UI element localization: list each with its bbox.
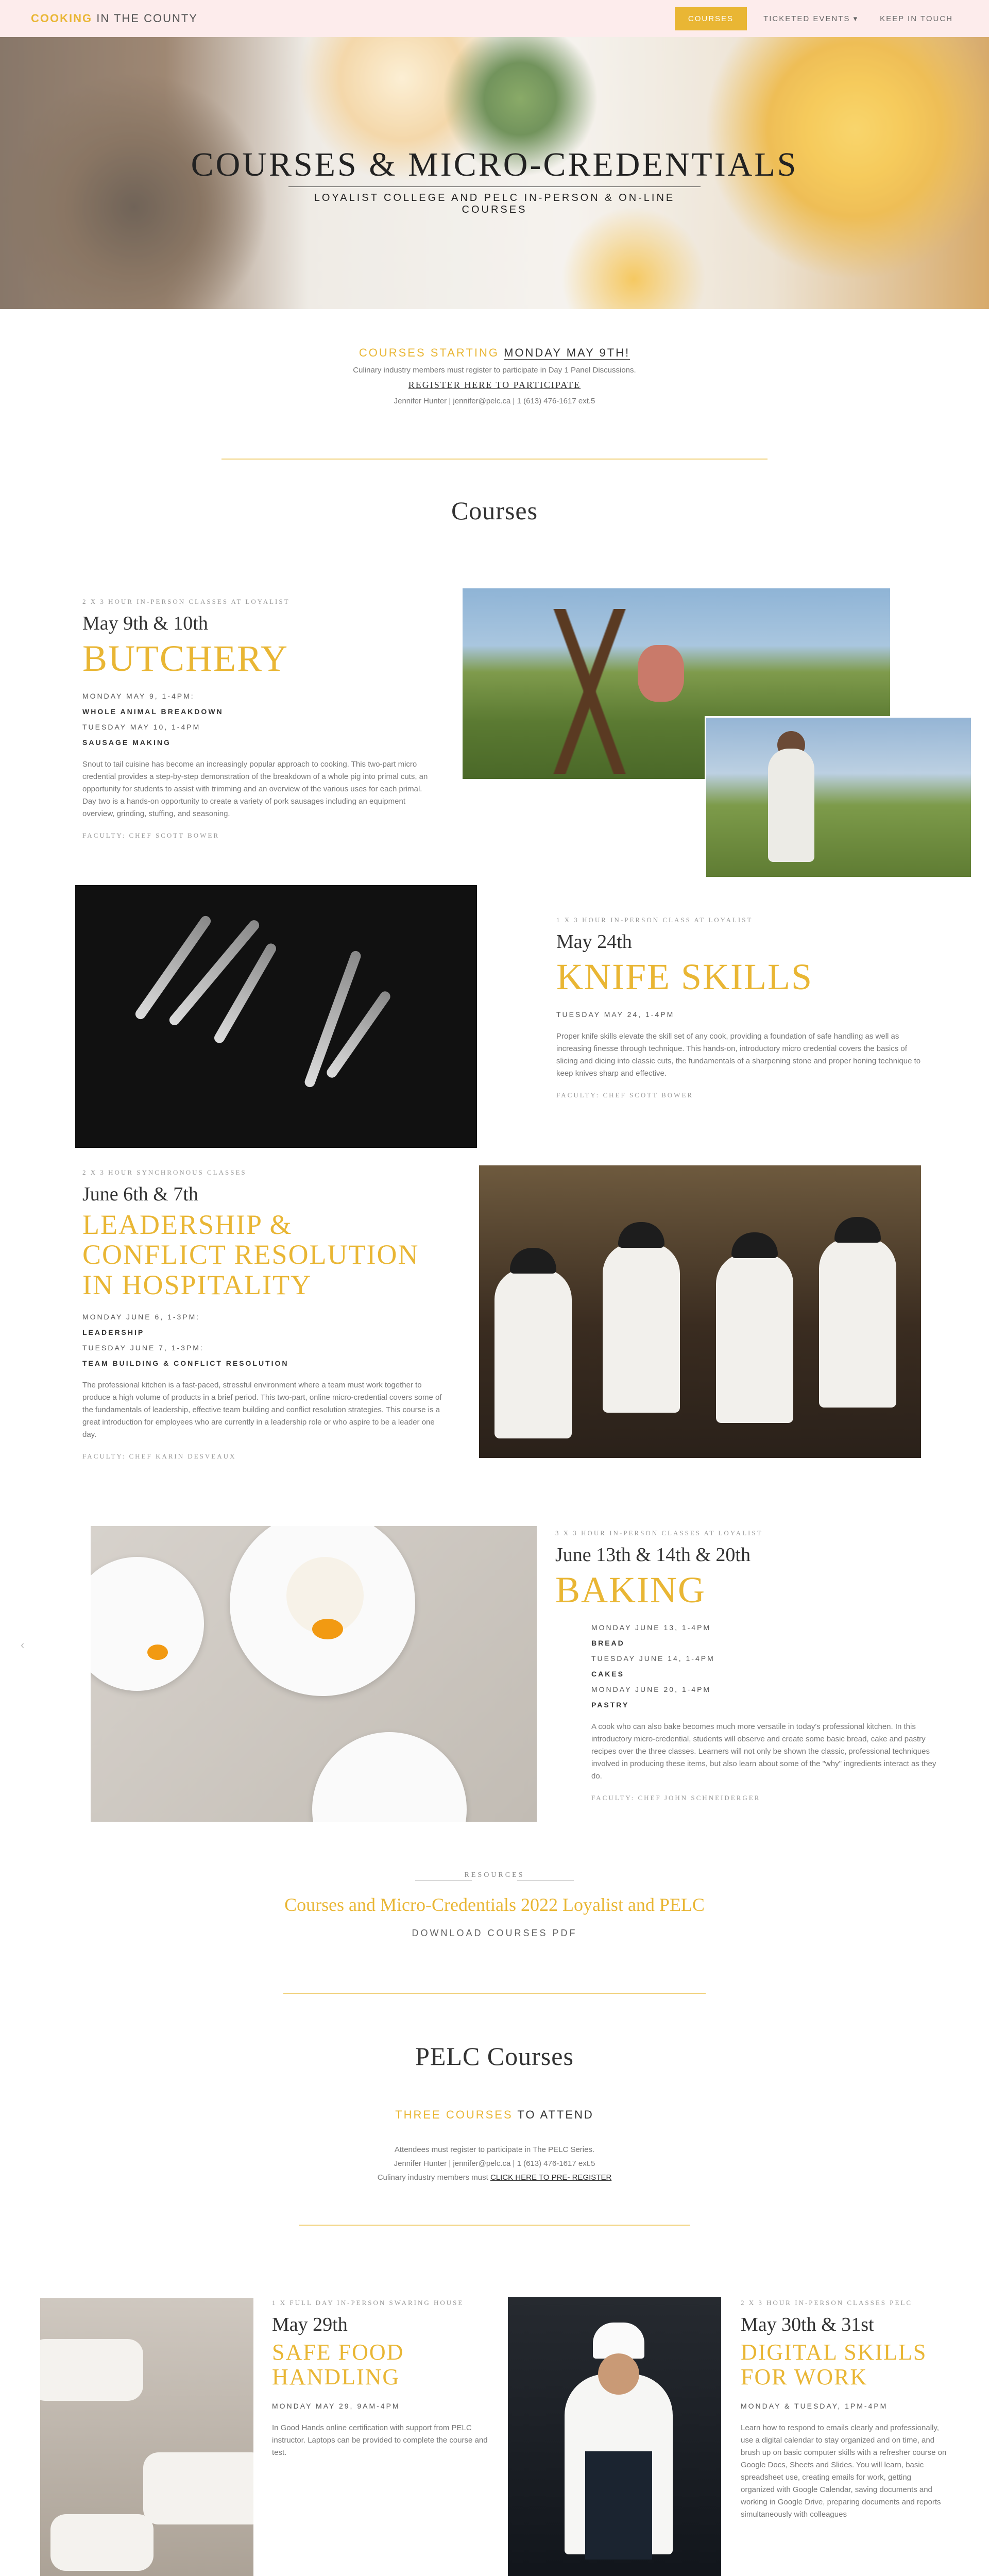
- butchery-chef-photo: [705, 716, 973, 878]
- course-knife-skills: [556, 916, 927, 1099]
- site-logo[interactable]: [31, 12, 198, 25]
- photo-tripod: [535, 609, 648, 774]
- schedule-line: TUESDAY MAY 10, 1-4PM: [82, 722, 201, 731]
- course-date: May 24th: [556, 931, 632, 953]
- schedule-line: TUESDAY JUNE 7, 1-3PM:: [82, 1343, 204, 1352]
- intro-text: Culinary industry members must register to participate in Day 1 Panel Discussions.: [353, 366, 636, 375]
- course-title: SAFE FOOD HANDLING: [272, 2340, 404, 2389]
- course-date: June 6th & 7th: [82, 1183, 198, 1205]
- schedule-line: MONDAY JUNE 6, 1-3PM:: [82, 1312, 200, 1321]
- schedule-line: MONDAY JUNE 13, 1-4PM: [591, 1623, 711, 1632]
- photo-plate: [312, 1732, 467, 1822]
- knife-shape: [133, 914, 213, 1021]
- photo-sleeve: [50, 2514, 154, 2571]
- nav-ticketed-events-label: TICKETED EVENTS: [763, 14, 850, 23]
- photo-plate: [91, 1557, 204, 1691]
- resources-label: RESOURCES: [464, 1871, 525, 1879]
- contact-email-link[interactable]: jennifer@pelc.ca: [453, 397, 511, 405]
- course-faculty: FACULTY: CHEF SCOTT BOWER: [82, 831, 220, 839]
- intro-section: [0, 346, 989, 405]
- photo-cap: [731, 1232, 778, 1258]
- courses-heading: Courses: [451, 496, 538, 525]
- photo-cap: [618, 1222, 664, 1248]
- course-faculty: FACULTY: CHEF SCOTT BOWER: [556, 1091, 694, 1099]
- register-link[interactable]: REGISTER HERE TO PARTICIPATE: [408, 380, 581, 390]
- pelc-intro-heading: [0, 2108, 989, 2122]
- course-schedule: [591, 1620, 936, 1713]
- course-description: Learn how to respond to emails clearly and professionally, use a digital calendar to stay organized and on time, and brush up on basic computer skills with a refresher course on Google Docs, Sheets and Slides. You will learn, basic spreadsheet use, creating emails for work, getting organized with Google Calendar, saving documents and working in Google Drive, preparing documents and reports simultaneously with colleagues: [741, 2424, 947, 2519]
- schedule-line: TUESDAY JUNE 14, 1-4PM: [591, 1654, 715, 1663]
- course-tag: 3 X 3 HOUR IN-PERSON CLASSES AT LOYALIST: [555, 1529, 763, 1537]
- photo-orange: [312, 1619, 343, 1639]
- photo-cap: [834, 1217, 881, 1243]
- contact-line: Jennifer Hunter | jennifer@pelc.ca | 1 (613) 476-1617 ext.5: [394, 397, 595, 405]
- knife-shape: [167, 918, 261, 1027]
- course-title: KNIFE SKILLS: [556, 956, 813, 997]
- course-description: A cook who can also bake becomes much more versatile in today's professional kitchen. In this introductory micro-credential, students will observe and create some basic bread, cake and pastry recipes over the three classes. Learners will not only be shown the classic, professional techniques involved in producing these items, but also learn about some of the "why" ingredients interact as they do.: [591, 1722, 936, 1781]
- pelc-intro-text: Attendees must register to participate in The PELC Series.: [394, 2145, 595, 2154]
- course-baking: [555, 1529, 936, 1802]
- contact-email-link[interactable]: jennifer@pelc.ca: [453, 2159, 511, 2168]
- pelc-intro-gold: THREE COURSES: [395, 2108, 513, 2121]
- schedule-topic: WHOLE ANIMAL BREAKDOWN: [82, 707, 224, 716]
- schedule-topic: SAUSAGE MAKING: [82, 738, 171, 747]
- contact-name: Jennifer Hunter: [394, 397, 447, 405]
- contact-phone: 1 (613) 476-1617 ext.5: [517, 397, 595, 405]
- course-leadership: [82, 1168, 443, 1461]
- safe-food-photo: [40, 2298, 253, 2576]
- nav-ticketed-events-link[interactable]: [758, 7, 863, 30]
- resources-pdf-link[interactable]: Courses and Micro-Credentials 2022 Loyalist and PELC: [284, 1894, 705, 1915]
- digital-skills-photo: [508, 2297, 721, 2576]
- schedule-line: MONDAY MAY 9, 1-4PM:: [82, 691, 195, 700]
- schedule-topic: PASTRY: [591, 1700, 629, 1709]
- intro-heading: [0, 346, 989, 360]
- resources-section: [0, 1871, 989, 1939]
- schedule-topic: CAKES: [591, 1669, 625, 1678]
- knife-skills-photo: [75, 885, 477, 1148]
- photo-cook: [494, 1268, 572, 1438]
- hero-subtitle: LOYALIST COLLEGE AND PELC IN-PERSON & ON-LINE COURSES: [288, 187, 701, 216]
- photo-cook: [716, 1253, 793, 1423]
- photo-meat: [638, 645, 684, 702]
- intro-heading-date: MONDAY MAY 9TH!: [504, 346, 630, 359]
- schedule-topic: LEADERSHIP: [82, 1328, 145, 1336]
- logo-gold-text: COOKING: [31, 12, 93, 25]
- course-schedule: [82, 1309, 443, 1371]
- logo-rest-text: IN THE COUNTY: [92, 12, 198, 25]
- divider: [415, 1880, 472, 1881]
- top-nav: [0, 0, 989, 37]
- carousel-prev-arrow[interactable]: ‹: [21, 1638, 25, 1651]
- leadership-kitchen-photo: [479, 1165, 921, 1458]
- divider: [517, 1880, 574, 1881]
- course-title: LEADERSHIP & CONFLICT RESOLUTION IN HOSPITALITY: [82, 1209, 419, 1300]
- course-faculty: FACULTY: CHEF KARIN DESVEAUX: [82, 1452, 236, 1460]
- download-pdf-link[interactable]: DOWNLOAD COURSES PDF: [412, 1928, 577, 1938]
- course-tag: 1 X FULL DAY IN-PERSON SWARING HOUSE: [272, 2299, 464, 2307]
- course-tag: 1 X 3 HOUR IN-PERSON CLASS AT LOYALIST: [556, 916, 753, 924]
- hero-title: COURSES & MICRO-CREDENTIALS: [191, 146, 798, 183]
- course-schedule: [82, 688, 433, 750]
- intro-heading-gold: COURSES STARTING: [359, 346, 499, 359]
- baking-plates-photo: [91, 1526, 537, 1822]
- course-butchery: [82, 598, 433, 840]
- photo-chef: [768, 749, 814, 862]
- contact-name: Jennifer Hunter: [394, 2159, 447, 2168]
- course-title: DIGITAL SKILLS FOR WORK: [741, 2340, 927, 2389]
- course-description: Snout to tail cuisine has become an increasingly popular approach to cooking. This two-part micro credential provides a step-by-step demonstration of the breakdown of a whole pig into primal cuts, an opportunity for students to assist with trimming and an overview of the various uses for each primal. Day two is a hands-on opportunity to create a variety of pork sausages including an equipment overview, grinding, stuffing, and seasoning.: [82, 759, 428, 818]
- pelc-intro: [0, 2108, 989, 2182]
- schedule-line: MONDAY MAY 29, 9AM-4PM: [272, 2402, 400, 2411]
- photo-cook: [819, 1238, 896, 1408]
- course-title: BUTCHERY: [82, 638, 289, 679]
- pelc-intro-rest: TO ATTEND: [513, 2108, 594, 2121]
- divider: [283, 1993, 706, 1994]
- course-tag: 2 X 3 HOUR IN-PERSON CLASSES PELC: [741, 2299, 913, 2307]
- course-date: May 30th & 31st: [741, 2314, 874, 2335]
- photo-sleeve: [143, 2452, 253, 2524]
- course-date: May 9th & 10th: [82, 613, 208, 634]
- course-digital-skills: [741, 2299, 947, 2521]
- chevron-down-icon: ▾: [853, 14, 859, 23]
- course-description: In Good Hands online certification with support from PELC instructor. Laptops can be provided to complete the course and test.: [272, 2424, 488, 2458]
- pelc-register-text: Culinary industry members must: [377, 2173, 488, 2182]
- course-tag: 2 X 3 HOUR IN-PERSON CLASSES AT LOYALIST: [82, 598, 290, 605]
- course-title: BAKING: [555, 1569, 706, 1611]
- contact-phone: 1 (613) 476-1617 ext.5: [517, 2159, 595, 2168]
- course-safe-food: [272, 2299, 488, 2459]
- pelc-contact-line: Jennifer Hunter | jennifer@pelc.ca | 1 (613) 476-1617 ext.5: [394, 2159, 595, 2168]
- course-description: Proper knife skills elevate the skill set of any cook, providing a foundation of safe handling as well as increasing finesse through technique. This hands-on, introductory micro credential covers the basics of slicing and dicing into classic cuts, the fundamentals of a sharpening stone and proper honing technique to keep knives sharp and effective.: [556, 1031, 921, 1078]
- pelc-heading: PELC Courses: [415, 2042, 574, 2071]
- divider: [299, 2225, 690, 2226]
- hero-banner: [0, 37, 989, 309]
- course-description: The professional kitchen is a fast-paced, stressful environment where a team must work together to produce a high volume of products in a brief period. This two-part, online micro-credential covers some of the fundamentals of leadership, effective team building and conflict resolution strategies. This course is a great introduction for employees who are currently in a leadership role or who aspire to be a leader one day.: [82, 1380, 442, 1439]
- schedule-line: MONDAY & TUESDAY, 1PM-4PM: [741, 2402, 888, 2411]
- schedule-topic: BREAD: [591, 1638, 625, 1647]
- course-schedule: [272, 2398, 488, 2414]
- nav-courses-button[interactable]: COURSES: [675, 7, 747, 30]
- nav-keep-in-touch-link[interactable]: KEEP IN TOUCH: [880, 14, 953, 23]
- course-schedule: [741, 2398, 947, 2414]
- course-faculty: FACULTY: CHEF JOHN SCHNEIDERGER: [591, 1793, 761, 1802]
- photo-orange: [147, 1645, 168, 1660]
- course-date: May 29th: [272, 2314, 348, 2335]
- pelc-register-line: [0, 2173, 989, 2182]
- schedule-topic: TEAM BUILDING & CONFLICT RESOLUTION: [82, 1359, 289, 1367]
- course-date: June 13th & 14th & 20th: [555, 1544, 751, 1566]
- photo-cook: [603, 1243, 680, 1413]
- pre-register-link[interactable]: CLICK HERE TO PRE- REGISTER: [490, 2173, 612, 2182]
- schedule-line: TUESDAY MAY 24, 1-4PM: [556, 1010, 675, 1019]
- photo-face: [598, 2353, 639, 2395]
- photo-cap: [510, 1248, 556, 1274]
- divider: [221, 459, 768, 460]
- course-tag: 2 X 3 HOUR SYNCHRONOUS CLASSES: [82, 1168, 247, 1176]
- schedule-line: MONDAY JUNE 20, 1-4PM: [591, 1685, 711, 1693]
- photo-sleeve: [40, 2339, 143, 2401]
- photo-apron: [585, 2451, 652, 2560]
- course-schedule: [556, 1007, 927, 1022]
